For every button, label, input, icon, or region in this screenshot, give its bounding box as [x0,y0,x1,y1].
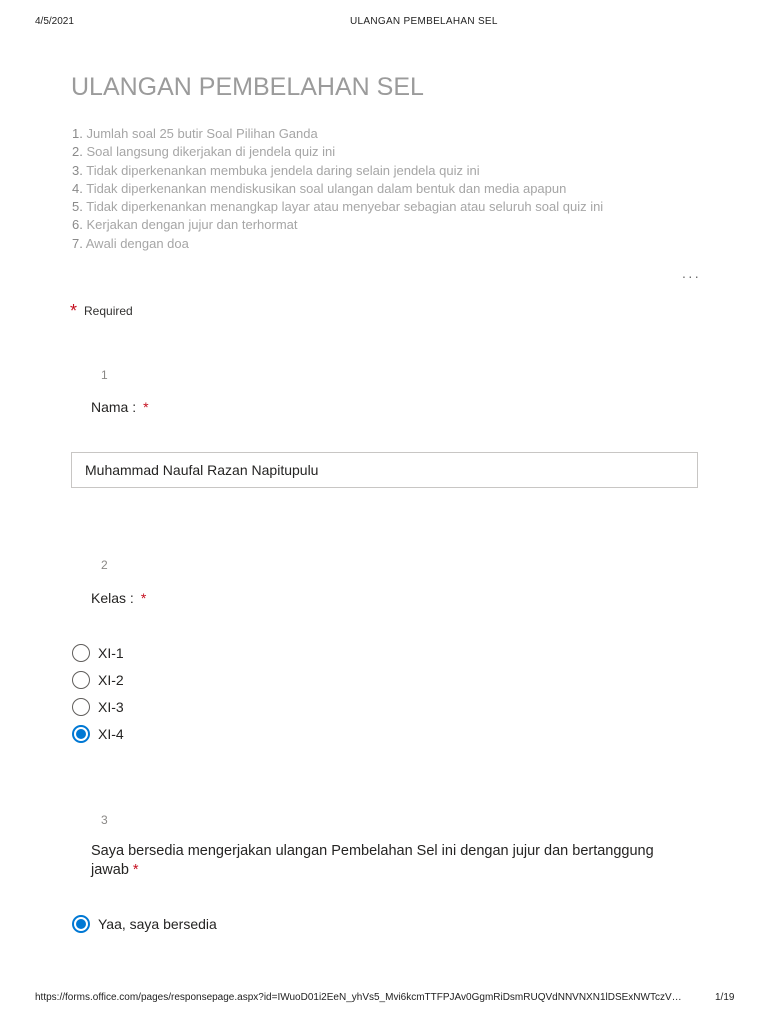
question-title-text: Saya bersedia mengerjakan ulangan Pembelahan Sel ini dengan jujur dan bertanggung jawab [91,843,654,878]
question-number: 2 [101,558,108,572]
more-options-button[interactable] [682,264,701,282]
required-asterisk: * [143,399,149,415]
form-description [72,125,603,253]
instruction-text: Awali dengan doa [85,235,189,251]
option-yaa-saya-bersedia[interactable] [72,910,217,937]
question-title [91,398,149,416]
name-input[interactable] [71,452,698,488]
option-label: XI-2 [98,671,124,688]
instruction-number: 1. [72,126,83,141]
form-title: ULANGAN PEMBELAHAN SEL [71,73,424,101]
option-label: XI-4 [98,725,124,742]
question-number: 3 [101,813,108,827]
instruction-number: 4. [72,180,83,196]
instruction-item [72,143,603,161]
option-xi-1[interactable] [72,639,124,666]
instruction-text: Tidak diperkenankan membuka jendela daring selain jendela quiz ini [86,162,480,178]
radio-button-icon[interactable] [72,671,90,689]
question-title-text: Kelas : [91,590,134,606]
question-title [91,589,146,607]
instruction-number: 5. [72,199,83,215]
required-asterisk: * [70,301,78,321]
radio-button-icon[interactable] [72,725,90,743]
question-number: 1 [101,368,108,382]
radio-button-icon[interactable] [72,915,90,933]
instruction-item [72,235,603,253]
instruction-text: Jumlah soal 25 butir Soal Pilihan Ganda [86,126,318,141]
instruction-item [72,216,603,234]
ellipsis-icon: ... [682,265,702,281]
option-xi-3[interactable] [72,693,124,720]
instruction-number: 6. [72,217,83,233]
required-label: Required [84,304,133,318]
instruction-number: 2. [72,144,83,160]
instruction-number: 7. [72,235,83,251]
instruction-item [72,125,603,143]
instruction-number: 3. [72,162,83,178]
print-header-title: ULANGAN PEMBELAHAN SEL [350,16,498,27]
question-title [91,842,671,880]
required-asterisk: * [132,862,139,878]
instruction-item [72,162,603,180]
print-footer-page-number: 1/19 [715,992,735,1003]
required-asterisk: * [140,590,147,606]
option-label: XI-1 [98,644,124,661]
instruction-text: Tidak diperkenankan mendiskusikan soal ulangan dalam bentuk dan media apapun [86,180,567,196]
question-title-text: Nama : [91,399,137,415]
name-input-value: Muhammad Naufal Razan Napitupulu [85,462,319,478]
print-footer-url: https://forms.office.com/pages/responsepage.aspx?id=IWuoD01i2EeN_yhVs5_Mvi6kcmTTFPJAv0GgmRiDsmRUQVdNNVNXN1lDSExNWTczV… [35,992,682,1003]
option-label: Yaa, saya bersedia [98,915,217,932]
radio-button-icon[interactable] [72,698,90,716]
option-xi-2[interactable] [72,666,124,693]
option-xi-4[interactable] [72,720,124,747]
option-label: XI-3 [98,698,124,715]
print-header-date: 4/5/2021 [35,16,74,27]
instruction-text: Tidak diperkenankan menangkap layar atau menyebar sebagian atau seluruh soal quiz ini [86,199,604,215]
instruction-item [72,180,603,198]
instruction-text: Kerjakan dengan jujur dan terhormat [86,217,298,233]
instruction-text: Soal langsung dikerjakan di jendela quiz ini [86,144,336,160]
radio-button-icon[interactable] [72,644,90,662]
instruction-item [72,198,603,216]
